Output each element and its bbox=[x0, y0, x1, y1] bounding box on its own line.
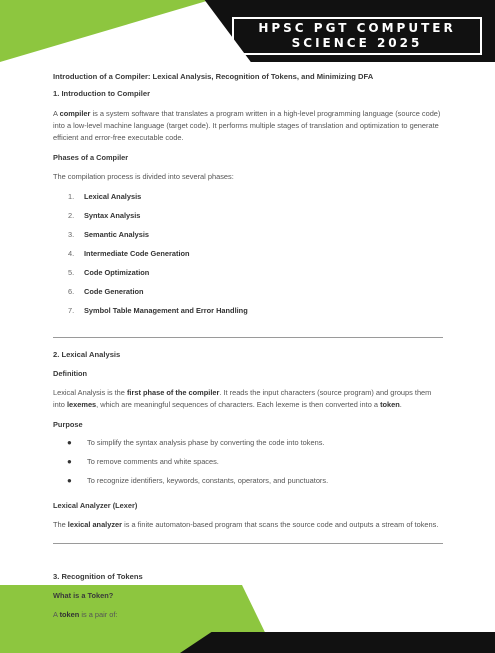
bold-term: compiler bbox=[59, 109, 91, 118]
banner-title-line2: SCIENCE 2025 bbox=[291, 36, 423, 50]
text-run: A bbox=[53, 109, 60, 118]
token-heading: What is a Token? bbox=[53, 591, 114, 600]
list-number: 6. bbox=[68, 287, 75, 296]
list-number: 4. bbox=[68, 249, 75, 258]
list-label: Intermediate Code Generation bbox=[84, 249, 190, 258]
list-item bbox=[53, 476, 443, 495]
bold-term: lexical analyzer bbox=[67, 520, 123, 529]
list-number: 5. bbox=[68, 268, 75, 277]
text-run: Lexical Analysis is the bbox=[53, 388, 127, 397]
section-heading-tokens: 3. Recognition of Tokens bbox=[53, 572, 143, 581]
text-run: is a system software that translates a program written in a high-level programming language (source code) into a low-level machine language (target code). It performs multiple stages of translation and optimization to generate efficient and error-free executable code. bbox=[53, 109, 441, 142]
list-label: Code Generation bbox=[84, 287, 144, 296]
text-run: A bbox=[53, 610, 60, 619]
list-item bbox=[53, 211, 443, 230]
section-divider bbox=[53, 543, 443, 544]
bold-term: token bbox=[59, 610, 80, 619]
definition-paragraph bbox=[53, 387, 443, 411]
list-item bbox=[53, 457, 443, 476]
list-label: Symbol Table Management and Error Handling bbox=[84, 306, 248, 315]
text-run: is a finite automaton-based program that scans the source code and outputs a stream of tokens. bbox=[122, 520, 439, 529]
list-label: Syntax Analysis bbox=[84, 211, 141, 220]
phases-intro: The compilation process is divided into several phases: bbox=[53, 172, 234, 181]
list-label: To recognize identifiers, keywords, constants, operators, and punctuators. bbox=[87, 476, 329, 485]
definition-heading: Definition bbox=[53, 369, 88, 378]
list-label: Lexical Analysis bbox=[84, 192, 142, 201]
list-label: Code Optimization bbox=[84, 268, 150, 277]
bullet-icon: ● bbox=[67, 438, 72, 447]
list-item bbox=[53, 306, 443, 325]
token-paragraph bbox=[53, 609, 443, 621]
banner-title-box bbox=[232, 17, 482, 55]
section-3 bbox=[53, 572, 443, 630]
list-label: Semantic Analysis bbox=[84, 230, 150, 239]
bullet-icon: ● bbox=[67, 476, 72, 485]
text-run: . It reads the input characters (source program) and groups them into bbox=[53, 388, 432, 409]
section-heading-lexical: 2. Lexical Analysis bbox=[53, 350, 121, 359]
list-item bbox=[53, 287, 443, 306]
list-number: 1. bbox=[68, 192, 75, 201]
section-heading-compiler: 1. Introduction to Compiler bbox=[53, 89, 151, 98]
list-item bbox=[53, 268, 443, 287]
list-item bbox=[53, 192, 443, 211]
list-label: To remove comments and white spaces. bbox=[87, 457, 219, 466]
banner-title-line1: HPSC PGT COMPUTER bbox=[258, 21, 456, 35]
list-label: To simplify the syntax analysis phase by converting the code into tokens. bbox=[87, 438, 325, 447]
list-item bbox=[53, 230, 443, 249]
header-banner bbox=[0, 0, 495, 62]
purpose-list bbox=[53, 438, 443, 495]
list-number: 7. bbox=[68, 306, 75, 315]
compiler-intro-paragraph bbox=[53, 108, 443, 144]
bold-term: first phase of the compiler bbox=[126, 388, 220, 397]
bold-term: lexemes bbox=[66, 400, 97, 409]
list-number: 3. bbox=[68, 230, 75, 239]
text-run: is a pair of: bbox=[79, 610, 118, 619]
list-item bbox=[53, 438, 443, 457]
document-title: Introduction of a Compiler: Lexical Analysis, Recognition of Tokens, and Minimizing DFA bbox=[53, 72, 374, 81]
list-item bbox=[53, 249, 443, 268]
document-body bbox=[53, 72, 443, 556]
text-run: The bbox=[53, 520, 68, 529]
lexer-heading: Lexical Analyzer (Lexer) bbox=[53, 501, 138, 510]
phases-heading: Phases of a Compiler bbox=[53, 153, 129, 162]
corner-decoration-black-bottom bbox=[180, 632, 495, 653]
text-run: , which are meaningful sequences of characters. Each lexeme is then converted into a bbox=[96, 400, 381, 409]
list-number: 2. bbox=[68, 211, 75, 220]
text-run: . bbox=[399, 400, 402, 409]
section-divider bbox=[53, 337, 443, 338]
purpose-heading: Purpose bbox=[53, 420, 83, 429]
bullet-icon: ● bbox=[67, 457, 72, 466]
lexer-paragraph bbox=[53, 519, 443, 531]
bold-term: token bbox=[380, 400, 400, 409]
phases-list bbox=[53, 192, 443, 325]
